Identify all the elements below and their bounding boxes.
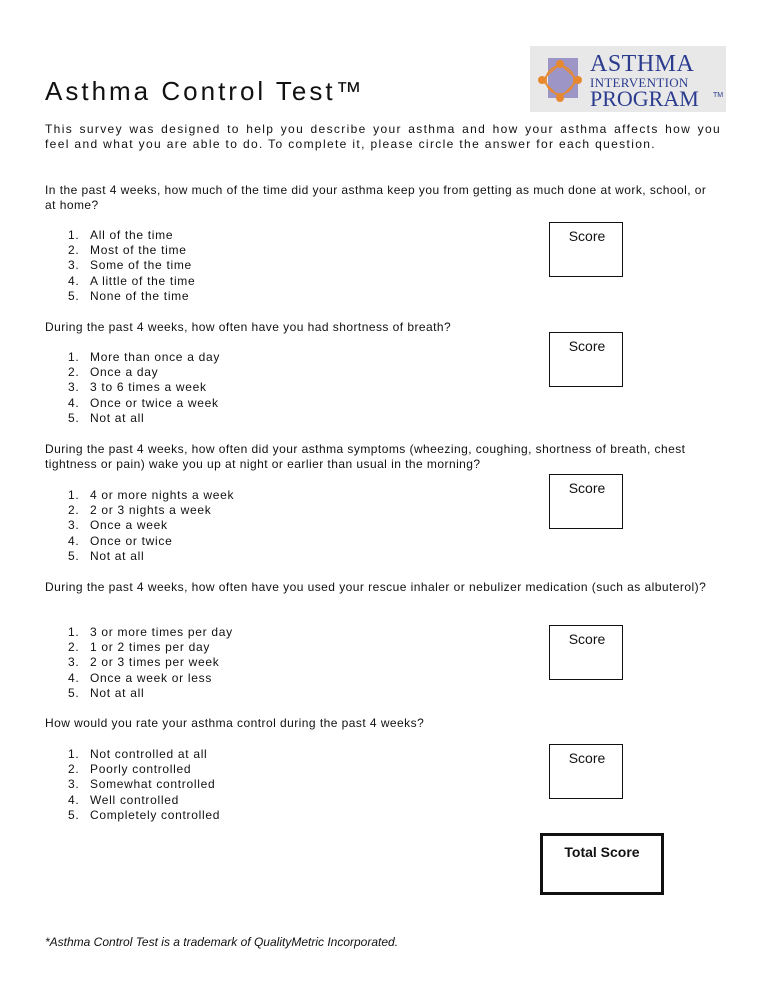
molecule-icon (534, 54, 586, 104)
score-label: Score (568, 228, 606, 244)
question-5: How would you rate your asthma control during the past 4 weeks? (45, 716, 425, 730)
option[interactable]: 4. Once a week or less (68, 670, 213, 685)
logo-line-program: PROGRAM (590, 86, 699, 111)
total-score-box[interactable] (540, 833, 664, 895)
option[interactable]: 1. All of the time (68, 228, 174, 242)
option[interactable]: 1. 3 or more times per day (68, 625, 233, 639)
score-box-4[interactable] (549, 625, 623, 680)
footer-trademark-note: *Asthma Control Test is a trademark of QualityMetric Incorporated. (45, 935, 399, 949)
program-logo (530, 46, 726, 112)
option[interactable]: 5. None of the time (68, 288, 190, 303)
score-box-3[interactable] (549, 474, 623, 529)
score-box-1[interactable] (549, 222, 623, 277)
logo-line-intervention: INTERVENTION (590, 75, 689, 90)
option[interactable]: 5. Not at all (68, 548, 145, 563)
question-2-options (68, 350, 220, 426)
option[interactable]: 3. 3 to 6 times a week (68, 380, 207, 395)
option[interactable]: 2. 2 or 3 nights a week (68, 503, 212, 518)
question-3-options (68, 488, 234, 564)
option[interactable]: 3. Some of the time (68, 258, 192, 273)
option[interactable]: 2. 1 or 2 times per day (68, 640, 211, 655)
score-box-5[interactable] (549, 744, 623, 799)
score-label: Score (568, 750, 606, 766)
question-1: In the past 4 weeks, how much of the time did your asthma keep you from getting as much done at work, school, or at home? (45, 183, 707, 212)
question-4-options (68, 625, 233, 701)
option[interactable]: 3. 2 or 3 times per week (68, 655, 220, 670)
option[interactable]: 3. Somewhat controlled (68, 777, 216, 792)
intro-text: This survey was designed to help you describe your asthma and how your asthma affects how you feel and what you are able to do. To complete it, please circle the answer for each question. (45, 122, 721, 151)
option[interactable]: 4. Once or twice (68, 533, 173, 548)
option[interactable]: 4. A little of the time (68, 273, 196, 288)
question-1-options (68, 228, 195, 304)
question-3: During the past 4 weeks, how often did your asthma symptoms (wheezing, coughing, shortness of breath, chest tightness or pain) wake you up at night or earlier than usual in the morning? (45, 442, 686, 471)
score-label: Score (568, 338, 606, 354)
option[interactable]: 2. Poorly controlled (68, 762, 192, 777)
logo-line-asthma: ASTHMA (590, 51, 695, 77)
score-label: Score (568, 631, 606, 647)
total-score-label: Total Score (564, 844, 640, 860)
option[interactable]: 1. More than once a day (68, 350, 221, 364)
option[interactable]: 1. 4 or more nights a week (68, 488, 235, 502)
score-label: Score (568, 480, 606, 496)
page-title: Asthma Control Test™ (45, 76, 365, 106)
option[interactable]: 2. Once a day (68, 365, 159, 380)
option[interactable]: 3. Once a week (68, 518, 168, 533)
option[interactable]: 5. Not at all (68, 410, 145, 425)
option[interactable]: 2. Most of the time (68, 243, 187, 258)
score-box-2[interactable] (549, 332, 623, 387)
question-4: During the past 4 weeks, how often have you used your rescue inhaler or nebulizer medication (such as albuterol)? (45, 580, 707, 594)
question-5-options (68, 747, 220, 823)
question-2: During the past 4 weeks, how often have you had shortness of breath? (45, 320, 452, 334)
option[interactable]: 5. Completely controlled (68, 807, 221, 822)
option[interactable]: 4. Once or twice a week (68, 395, 219, 410)
option[interactable]: 1. Not controlled at all (68, 747, 208, 761)
option[interactable]: 4. Well controlled (68, 792, 179, 807)
option[interactable]: 5. Not at all (68, 685, 145, 700)
logo-trademark: TM (713, 92, 724, 99)
